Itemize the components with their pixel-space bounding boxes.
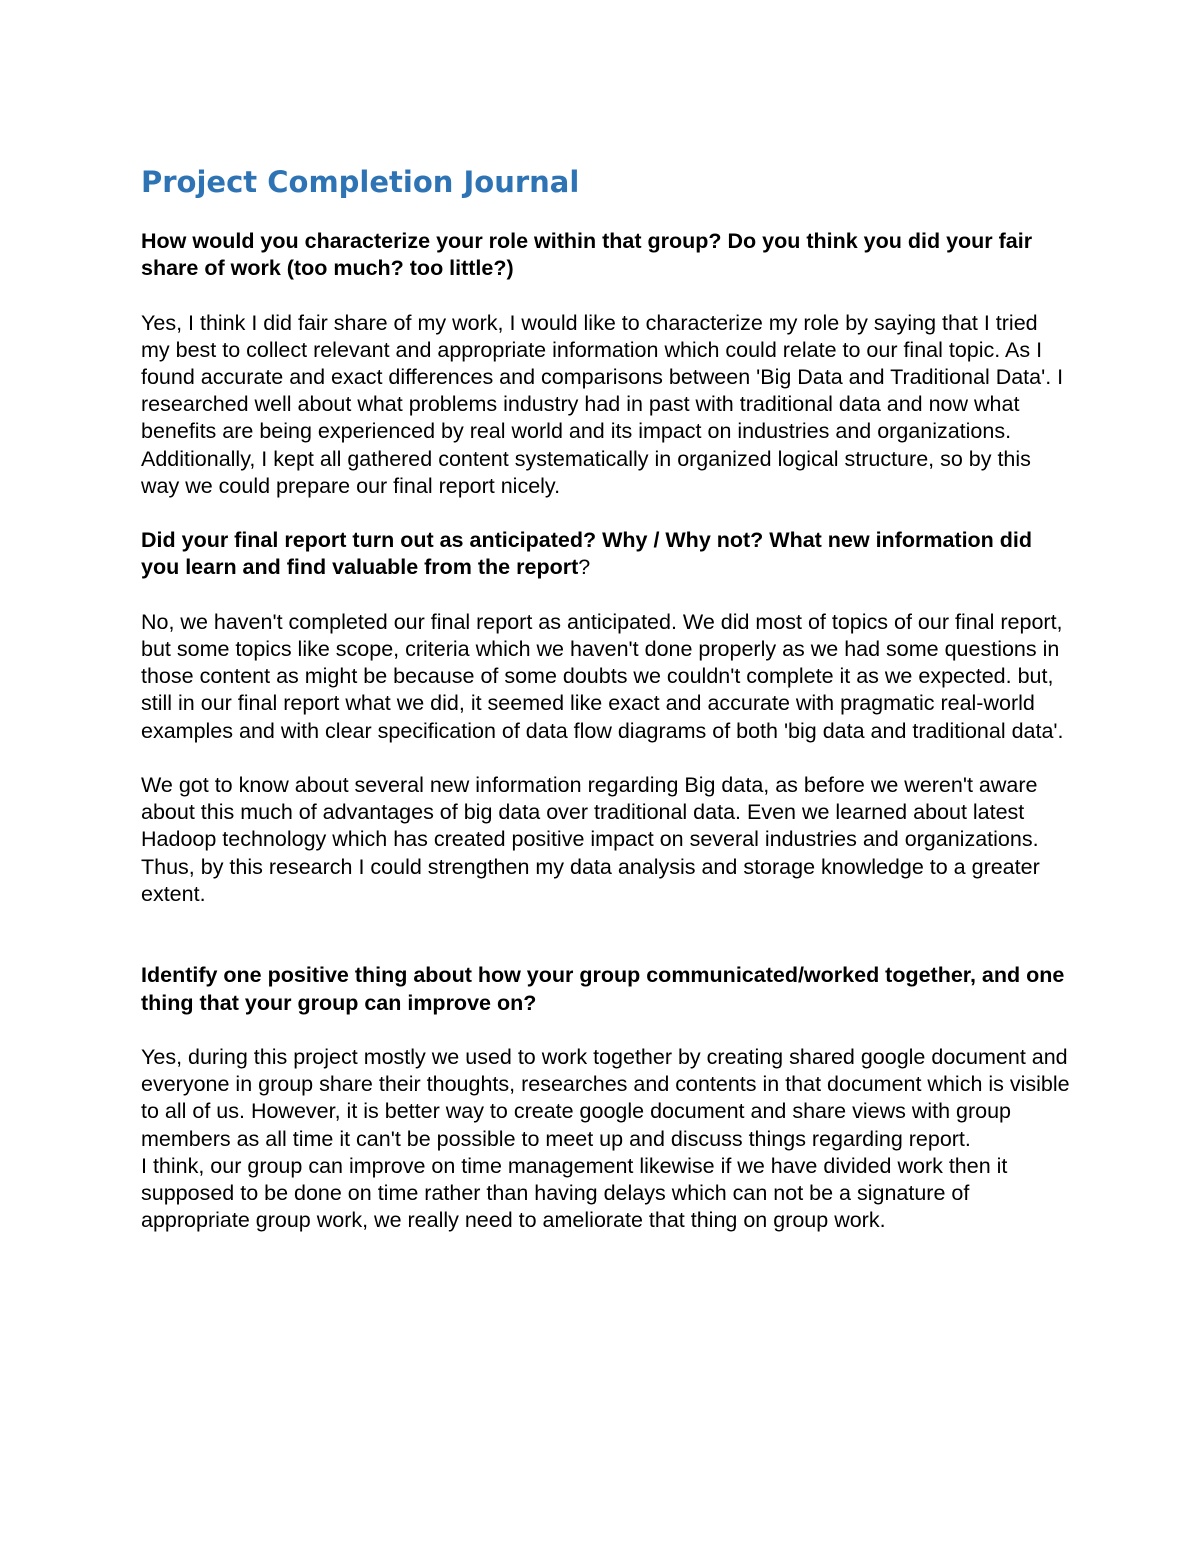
question-3-text: Identify one positive thing about how your group communicated/worked together, and one thing that your group can improve on? [141,963,1065,1015]
question-2 [141,527,1071,581]
answer-2-paragraph-1: No, we haven't completed our final report as anticipated. We did most of topics of our final report, but some topics like scope, criteria which we haven't done properly as we had some questions in those content as might be because of some doubts we couldn't complete it as we expected. but, still in our final report what we did, it seemed like exact and accurate with pragmatic real-world examples and with clear specification of data flow diagrams of both 'big data and traditional data'. [141,609,1064,743]
spacer [141,745,1071,772]
question-1-text: How would you characterize your role within that group? Do you think you did your fair share of work (too much? too little?) [141,229,1033,281]
spacer [141,500,1071,527]
question-1 [141,228,1071,282]
answer-3-paragraph-1: Yes, during this project mostly we used to work together by creating shared google document and everyone in group share their thoughts, researches and contents in that document which is visible to all of us. However, it is better way to create google document and share views with group members as all time it can't be possible to meet up and discuss things regarding report. [141,1045,1070,1151]
document-page [141,162,1071,1234]
answer-2-paragraph-2: We got to know about several new information regarding Big data, as before we weren't aware about this much of advantages of big data over traditional data. Even we learned about latest Hadoop technology which has created positive impact on several industries and organizations. Thus, by this research I could strengthen my data analysis and storage knowledge to a greater extent. [141,773,1040,906]
spacer [141,1017,1071,1044]
spacer [141,582,1071,609]
answer-1-paragraph-1: Yes, I think I did fair share of my work, I would like to characterize my role by saying that I tried my best to collect relevant and appropriate information which could relate to our final topic. As I found accurate and exact differences and comparisons between 'Big Data and Traditional Data'. I researched well about what problems industry had in past with traditional data and now what benefits are being experienced by real world and its impact on industries and organizations. Additionally, I kept all gathered content systematically in organized logical structure, so by this way we could prepare our final report nicely. [141,310,1064,498]
document-title: Project Completion Journal [141,165,580,199]
question-3 [141,962,1071,1016]
question-2-text: Did your final report turn out as anticipated? Why / Why not? What new information did you learn and find valuable from the report [141,528,1033,580]
question-2-tail: ? [578,555,591,580]
spacer [141,908,1071,962]
answer-3-paragraph-2: I think, our group can improve on time management likewise if we have divided work then it supposed to be done on time rather than having delays which can not be a signature of appropriate group work, we really need to ameliorate that thing on group work. [141,1153,1008,1233]
spacer [141,282,1071,309]
